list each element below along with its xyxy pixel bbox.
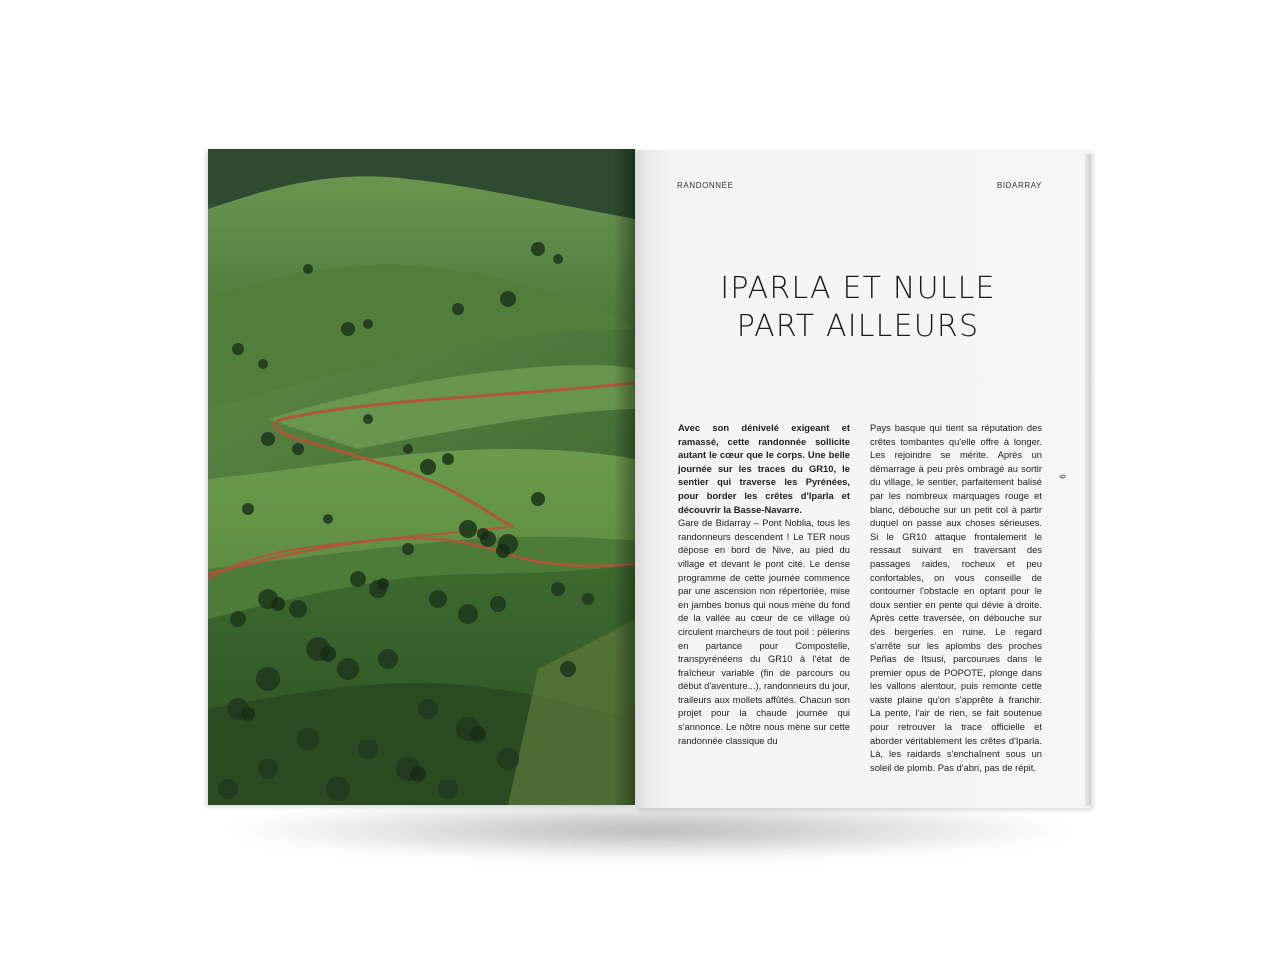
article-body-2: Pays basque qui tient sa réputation des crêtes tombantes qu'elle offre à longer. Les rejoindre se mérite. Après un démarrage à peu près ombragé au sortir du village, le sentier, parfaitement balisé par les nombreux marquages rouge et blanc, débouche sur un petit col à partir duquel on passe aux choses sérieuses. Si le GR10 attaque frontalement le ressaut suivant en traversant des passages raides, rocheux et peu confortables, on vous conseille de contourner l'obstacle en optant pour le doux sentier en pente qui dévie à droite. Après cette traversée, on débouche sur des bergeries en ruine. Le regard s'arrête sur les aplombs des proches Peñas de Itsusi, parcourues dans le premier opus de POPOTE, plonge dans les vallons alentour, puis remonte cette vaste plaine qu'on s'apprête à franchir. La pente, l'air de rien, se fait soutenue pour retrouver la trace officielle et aborder véritablement les crêtes d'Iparla. Là, les raidards s'enchaînent sous un soleil de plomb. Pas d'abri, pas de répit. [870, 422, 1042, 773]
spread-shadow [230, 800, 1070, 860]
title-line-1: IPARLA ET NULLE [720, 271, 996, 306]
gutter-shadow [613, 149, 635, 805]
page-number: 9 [1057, 474, 1067, 479]
article-title [675, 270, 1041, 346]
running-head-section: RANDONNÉE [677, 181, 734, 190]
left-page-photo [208, 149, 635, 805]
running-head-place: BIDARRAY [996, 181, 1042, 190]
mountain-landscape-photo [208, 149, 635, 805]
right-page [635, 150, 1091, 808]
text-column-1 [678, 421, 850, 747]
article-body-1: Gare de Bidarray – Pont Noblia, tous les randonneurs descendent ! Le TER nous dépose en bord de Nive, au pied du village et devant le pont cité. Le dense programme de cette journée commence par une ascension non répertoriée, mise en jambes bonus qui nous mène du fond de la vallée au cœur de ce village où circulent marcheurs de tout poil : pèlerins en partance pour Compostelle, transpyrénéens du GR10 à l'état de fraîcheur variable (fin de parcours ou début d'aventure...), randonneurs du jour, traileurs aux mollets affûtés. Chacun son projet pour la chaude journée qui s'annonce. Le nôtre nous mène sur cette randonnée classique du [678, 517, 850, 746]
text-column-2 [870, 421, 1042, 774]
page-stack-edge [1085, 154, 1091, 806]
article-intro: Avec son dénivelé exigeant et ramassé, cette randonnée sollicite autant le cœur que le corps. Une belle journée sur les traces du GR10, le sentier qui traverse les Pyrénées, pour border les crêtes d'Iparla et découvrir la Basse-Navarre. [678, 422, 850, 515]
title-line-2: PART AILLEURS [736, 309, 980, 344]
